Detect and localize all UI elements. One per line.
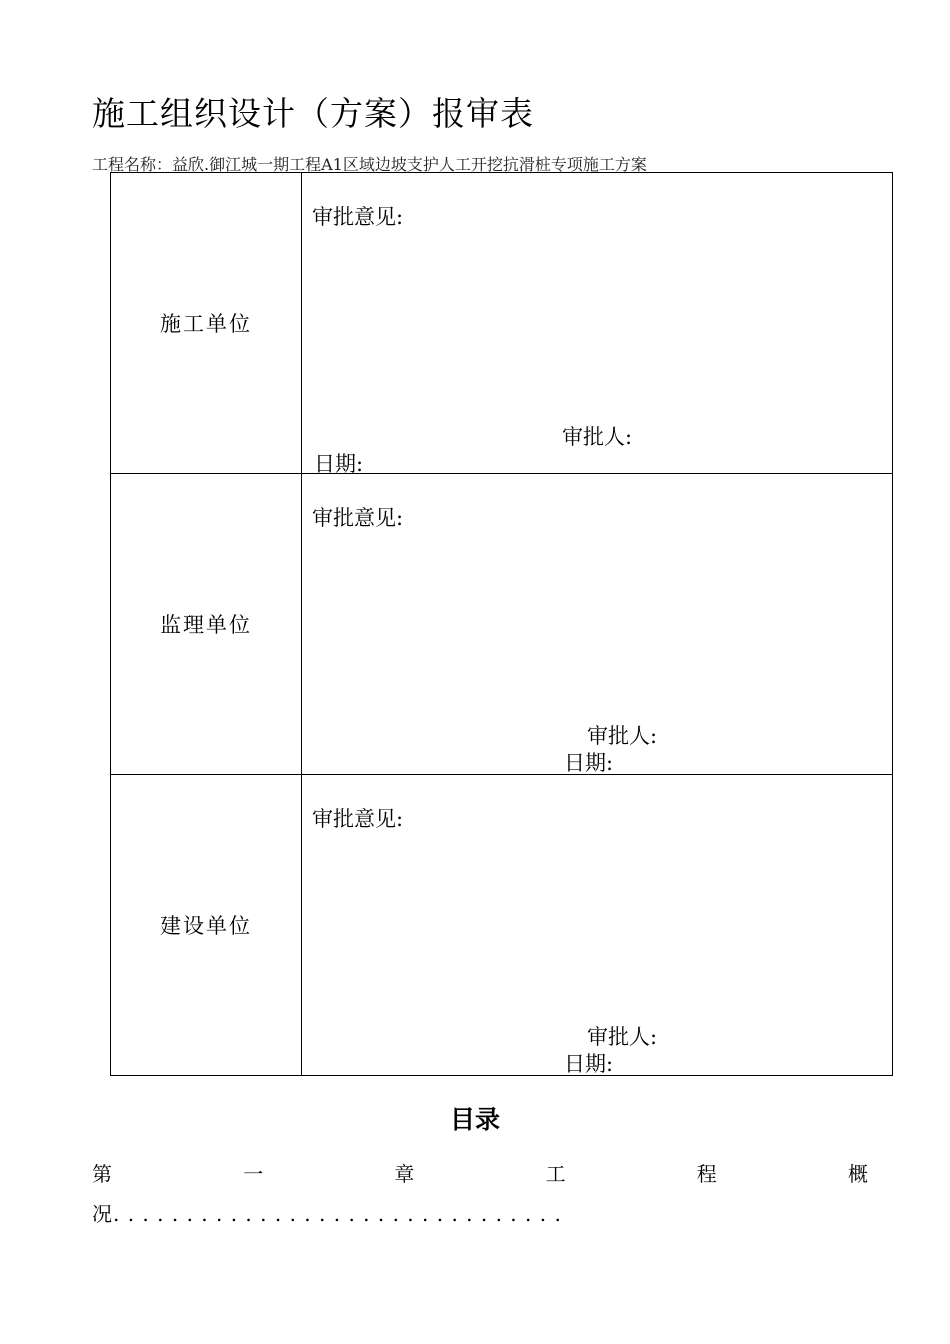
unit-label-construction: 施工单位 bbox=[160, 312, 252, 336]
unit-label-supervision: 监理单位 bbox=[160, 613, 252, 637]
date-label: 日期: bbox=[564, 751, 614, 775]
toc-entry-char: 章 bbox=[394, 1162, 415, 1186]
project-name-line: 工程名称：益欣.御江城一期工程A1区域边坡支护人工开挖抗滑桩专项施工方案 bbox=[92, 155, 647, 174]
opinion-cell-owner bbox=[302, 775, 893, 1076]
approval-table bbox=[110, 172, 893, 1076]
opinion-label: 审批意见: bbox=[312, 807, 404, 831]
table-row-owner bbox=[111, 775, 893, 1076]
opinion-label: 审批意见: bbox=[312, 205, 404, 229]
approver-label: 审批人: bbox=[562, 425, 633, 449]
toc-entry-tail: 况. . . . . . . . . . . . . . . . . . . . . . . . . . . . . . . bbox=[92, 1202, 562, 1226]
date-label: 日期: bbox=[564, 1052, 614, 1076]
unit-cell-supervision bbox=[111, 474, 302, 775]
approver-label: 审批人: bbox=[587, 1025, 658, 1049]
opinion-cell-supervision bbox=[302, 474, 893, 775]
unit-cell-owner bbox=[111, 775, 302, 1076]
toc-entry-line bbox=[92, 1158, 868, 1187]
date-label: 日期: bbox=[314, 452, 364, 476]
opinion-label: 审批意见: bbox=[312, 506, 404, 530]
toc-entry-char: 工 bbox=[545, 1162, 566, 1186]
unit-label-owner: 建设单位 bbox=[160, 914, 252, 938]
toc-entry-char: 概 bbox=[847, 1162, 868, 1186]
toc-heading: 目录 bbox=[449, 1105, 500, 1134]
unit-cell-construction bbox=[111, 173, 302, 474]
toc-entry-char: 程 bbox=[696, 1162, 717, 1186]
approver-label: 审批人: bbox=[587, 724, 658, 748]
toc-entry-char: 第 bbox=[92, 1162, 112, 1186]
table-row-supervision bbox=[111, 474, 893, 775]
document-title: 施工组织设计（方案）报审表 bbox=[92, 94, 534, 133]
table-row-construction bbox=[111, 173, 893, 474]
opinion-cell-construction bbox=[302, 173, 893, 474]
toc-entry-char: 一 bbox=[243, 1162, 264, 1186]
